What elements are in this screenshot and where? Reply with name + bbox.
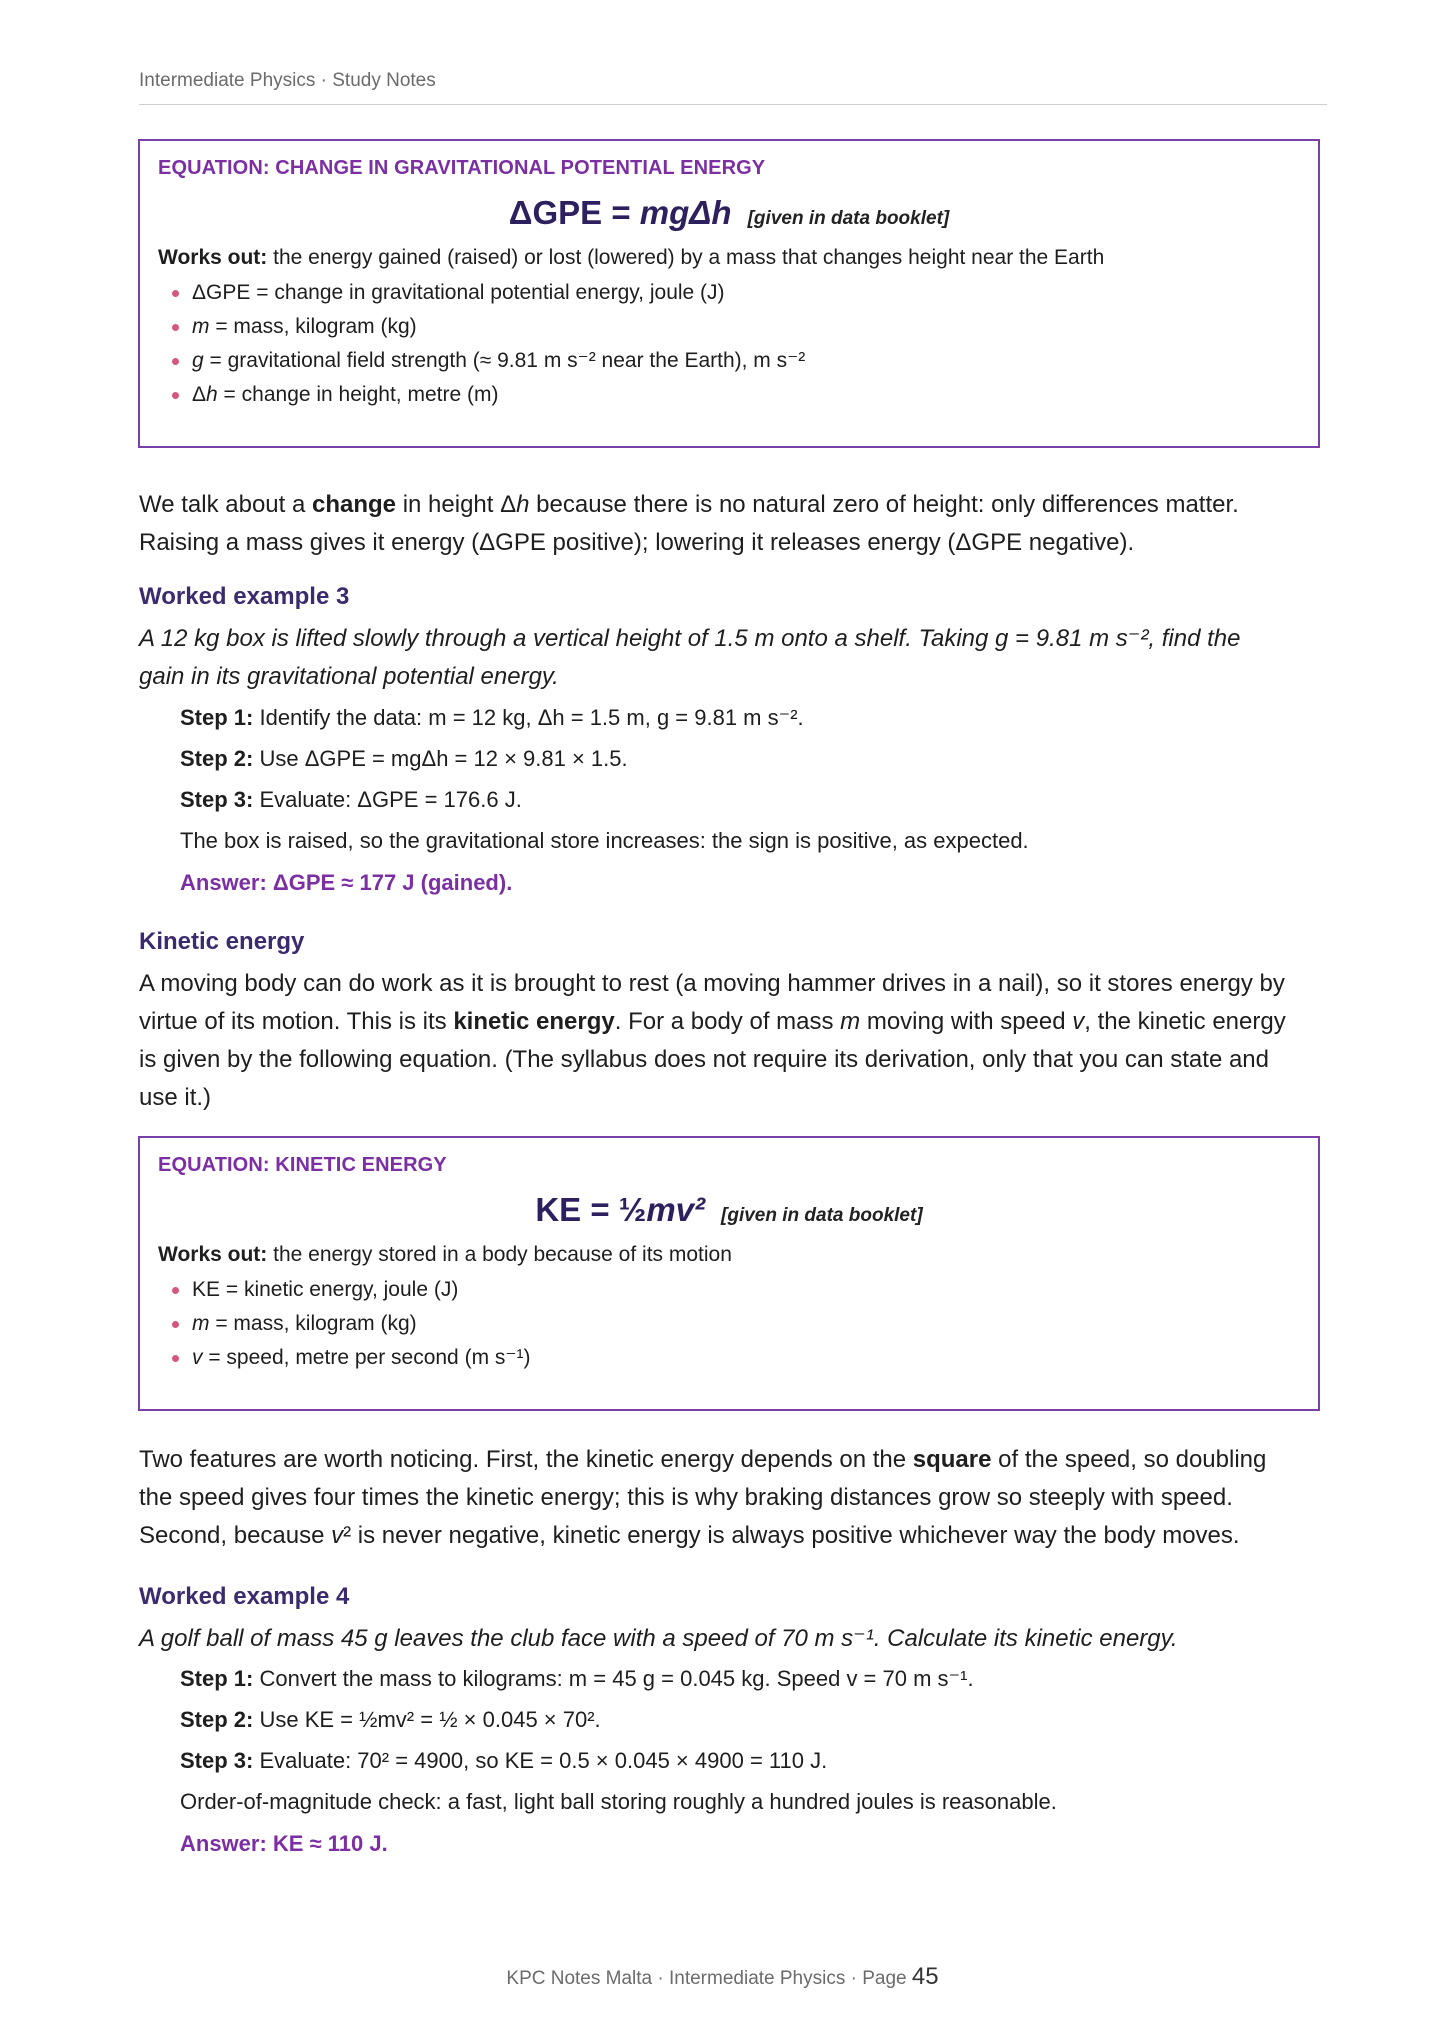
- equation-box-ke: [138, 1136, 1320, 1411]
- solution-step: Step 2: Use ΔGPE = mgΔh = 12 × 9.81 × 1.5.: [180, 746, 628, 771]
- solution-step: Step 1: Identify the data: m = 12 kg, Δh = 1.5 m, g = 9.81 m s⁻².: [180, 705, 804, 730]
- equation-box-heading: EQUATION: KINETIC ENERGY: [158, 1154, 447, 1176]
- worked-example-title: Worked example 3: [139, 583, 350, 610]
- equation-formula: ΔGPE = mgΔh: [508, 194, 732, 231]
- solution-step: Step 2: Use KE = ½mv² = ½ × 0.045 × 70².: [180, 1707, 601, 1732]
- worked-example-question: A golf ball of mass 45 g leaves the club face with a speed of 70 m s⁻¹. Calculate its kinetic energy.: [139, 1625, 1178, 1652]
- variable-item: Δh = change in height, metre (m): [170, 378, 1300, 412]
- equation-formula: KE = ½mv²: [535, 1191, 706, 1228]
- variable-list: [158, 276, 1300, 412]
- variable-item: ΔGPE = change in gravitational potential energy, joule (J): [170, 276, 1300, 310]
- equation-note: [given in data booklet]: [721, 1205, 923, 1226]
- variable-item: m = mass, kilogram (kg): [170, 310, 1300, 344]
- variable-list: [158, 1273, 1300, 1375]
- solution-step: Step 3: Evaluate: 70² = 4900, so KE = 0.5 × 0.045 × 4900 = 110 J.: [180, 1748, 828, 1773]
- equation-line: [158, 1187, 1300, 1233]
- page-footer: KPC Notes Malta · Intermediate Physics · Page 45: [506, 1963, 939, 1990]
- variable-item: KE = kinetic energy, joule (J): [170, 1273, 1300, 1307]
- equation-works-out: Works out: the energy stored in a body because of its motion: [158, 1243, 732, 1266]
- body-paragraph: We talk about a change in height Δh because there is no natural zero of height: only differences matter. Raising a mass gives it energy (ΔGPE positive); lowering it releases energy (ΔGPE negative).: [139, 491, 1239, 556]
- variable-item: m = mass, kilogram (kg): [170, 1307, 1300, 1341]
- variable-item: g = gravitational field strength (≈ 9.81 m s⁻² near the Earth), m s⁻²: [170, 344, 1300, 378]
- body-paragraph: Two features are worth noticing. First, the kinetic energy depends on the square of the speed, so doubling the speed gives four times the kinetic energy; this is why braking distances grow so steeply with speed. Second, because v² is never negative, kinetic energy is always positive whichever way the body moves.: [139, 1446, 1267, 1549]
- page-number: 45: [911, 1963, 939, 1990]
- answer-line: Answer: ΔGPE ≈ 177 J (gained).: [180, 870, 513, 895]
- equation-line: [158, 190, 1300, 236]
- equation-box-gpe: [138, 139, 1320, 448]
- worked-example-title: Worked example 4: [139, 1583, 350, 1610]
- body-paragraph: A moving body can do work as it is brought to rest (a moving hammer drives in a nail), so it stores energy by virtue of its motion. This is its kinetic energy. For a body of mass m moving with speed v, the kinetic energy is given by the following equation. (The syllabus does not require its derivation, only that you can state and use it.): [139, 970, 1286, 1111]
- variable-item: v = speed, metre per second (m s⁻¹): [170, 1341, 1300, 1375]
- equation-box-heading: EQUATION: CHANGE IN GRAVITATIONAL POTENTIAL ENERGY: [158, 157, 766, 179]
- solution-step: Step 3: Evaluate: ΔGPE = 176.6 J.: [180, 787, 522, 812]
- solution-step: Step 1: Convert the mass to kilograms: m = 45 g = 0.045 kg. Speed v = 70 m s⁻¹.: [180, 1666, 974, 1691]
- running-header: Intermediate Physics · Study Notes: [139, 70, 1327, 105]
- solution-comment: Order-of-magnitude check: a fast, light ball storing roughly a hundred joules is reasonable.: [180, 1789, 1057, 1814]
- answer-line: Answer: KE ≈ 110 J.: [180, 1831, 388, 1856]
- worked-example-question: A 12 kg box is lifted slowly through a vertical height of 1.5 m onto a shelf. Taking g = 9.81 m s⁻², find the gain in its gravitational potential energy.: [139, 625, 1241, 690]
- equation-works-out: Works out: the energy gained (raised) or lost (lowered) by a mass that changes height near the Earth: [158, 246, 1105, 269]
- section-heading: Kinetic energy: [139, 928, 305, 955]
- equation-note: [given in data booklet]: [747, 208, 950, 229]
- solution-comment: The box is raised, so the gravitational store increases: the sign is positive, as expected.: [180, 828, 1029, 853]
